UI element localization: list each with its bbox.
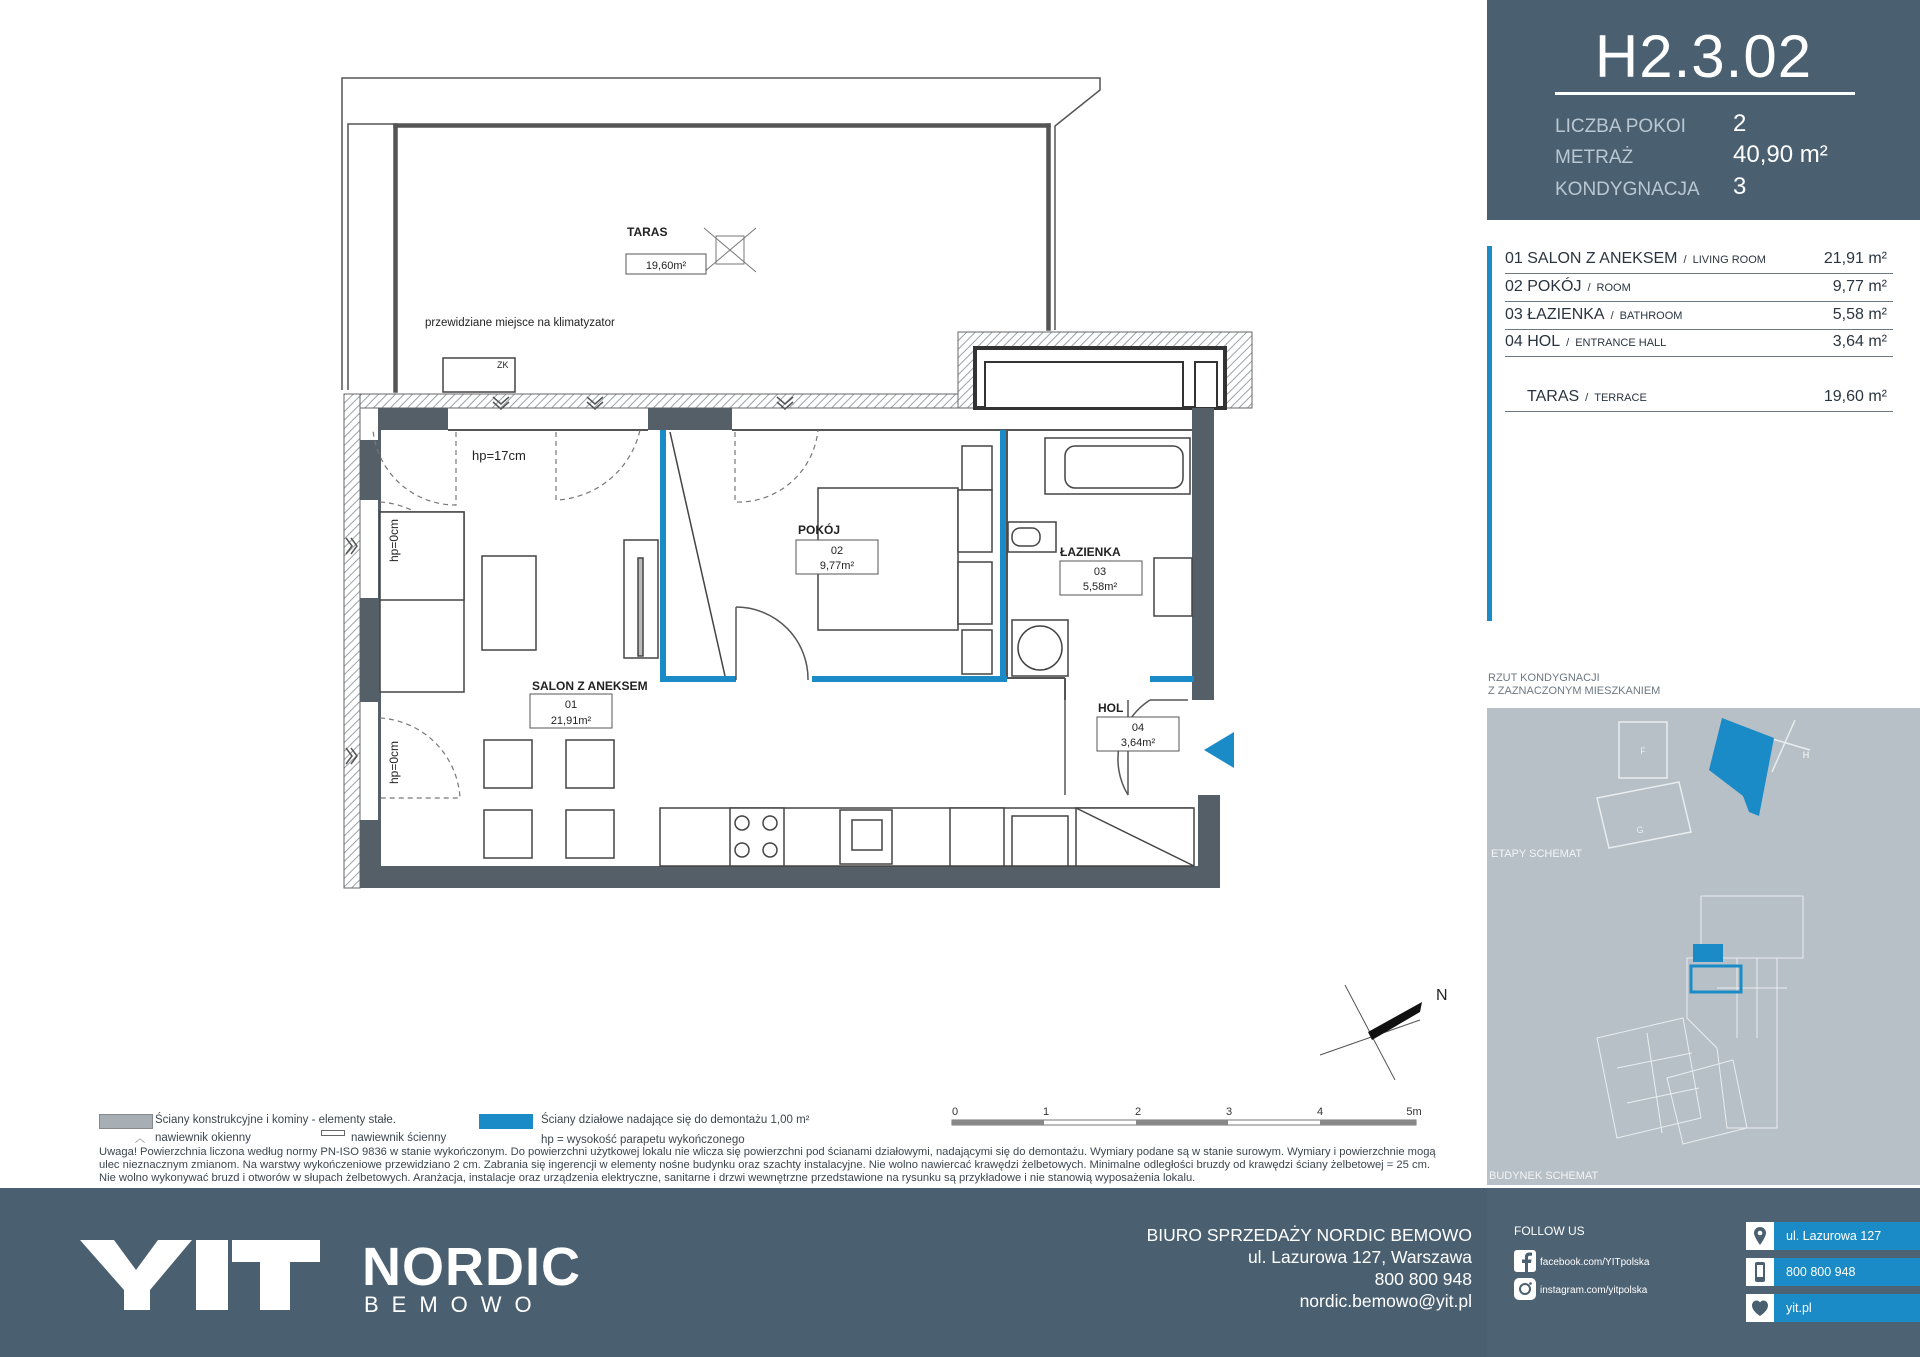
hatched-perimeter-walls	[344, 332, 1252, 888]
bath-area: 5,58m²	[1082, 581, 1118, 593]
bath-num: 03	[1093, 566, 1107, 578]
living-label: SALON Z ANEKSEM	[532, 679, 648, 693]
room-area: 9,77 m²	[1832, 278, 1887, 295]
instagram-handle: instagram.com/yitpolska	[1540, 1285, 1648, 1296]
meta-value: 2	[1733, 110, 1747, 137]
hp-left1-label: hp=0cm	[387, 518, 401, 562]
office-email[interactable]: nordic.bemowo@yit.pl	[1299, 1291, 1472, 1311]
terrace-label: TARAS	[627, 225, 668, 239]
room-area: 21,91 m²	[1823, 250, 1887, 267]
follow-us: FOLLOW US	[1514, 1224, 1585, 1238]
room-row	[1505, 329, 1893, 357]
technical-box	[975, 348, 1225, 408]
building-caption: BUDYNEK SCHEMAT	[1489, 1170, 1599, 1182]
scale-bar	[952, 1106, 1422, 1125]
contact-address-text: ul. Lazurowa 127	[1786, 1229, 1882, 1243]
sales-office	[1147, 1224, 1472, 1312]
facebook-handle: facebook.com/YITpolska	[1540, 1257, 1650, 1268]
scale-tick: 5m	[1406, 1106, 1422, 1118]
stages-caption: ETAPY SCHEMAT	[1491, 848, 1583, 860]
brand-name: NORDIC	[362, 1237, 581, 1297]
room-name: TARAS	[1527, 388, 1580, 405]
window-vent-icon: ︿	[135, 1134, 145, 1145]
floor-scheme-caption: RZUT KONDYGNACJI Z ZAZNACZONYM MIESZKANIEM	[1488, 672, 1661, 697]
yit-logo	[80, 1240, 320, 1310]
room-area: 5,58 m²	[1832, 306, 1887, 323]
sink	[1154, 558, 1192, 616]
building-scheme	[1597, 896, 1803, 1144]
room-sep: /	[1566, 337, 1570, 349]
hall-area: 3,64m²	[1120, 737, 1156, 749]
scale-tick: 0	[951, 1106, 959, 1118]
stage-h	[1709, 718, 1774, 816]
room-name: 04 HOL	[1505, 333, 1561, 350]
location-pin-icon	[1746, 1222, 1774, 1250]
chair	[484, 740, 532, 788]
legend-wall-vent: nawiewnik ścienny	[351, 1132, 447, 1144]
meta-value: 40,90 m²	[1733, 141, 1828, 168]
room-row	[1505, 302, 1893, 330]
north-arrow	[1320, 985, 1448, 1080]
legend-window-vent: nawiewnik okienny	[155, 1132, 251, 1144]
header-rule	[1555, 92, 1855, 95]
demountable-swatch	[479, 1114, 533, 1129]
legal-note: Uwaga! Powierzchnia liczona według normy PN-ISO 9836 w stanie wykończonym. Do powierzchni użytkowej lokalu nie wlicza się powierzchni pod ścianami działowymi, nadającymi się do demontażu. Wymiary podane są w stanie surowym. Wymiary i powierzchnie mogą ulec nieznacznym zmianom. Na warstwy wykończeniowe przewidziano 2 cm. Zabrania się ingerencji w elementy nośne budynku oraz szachty instalacyjne. Nie wolno nawiercać krawędzi żelbetowych. Minimalne odległości bruzdy od krawędzi ściany żelbetowej = 25 cm. Nie wolno wykonywać bruzd i otworów w słupach żelbetowych. Aranżacja, instalacje oraz urządzenia elektryczne, sanitarne i drzwi wewnętrzne przedstawione na rysunku są przykładowe i nie stanowią wyposażenia lokalu.	[99, 1146, 1436, 1184]
stage-label: F	[1640, 746, 1646, 756]
room-sep: /	[1610, 310, 1614, 322]
office-address: ul. Lazurowa 127, Warszawa	[1247, 1247, 1472, 1267]
unit-code: H2.3.02	[1594, 23, 1813, 90]
living-num: 01	[564, 699, 578, 711]
instagram-icon	[1514, 1278, 1536, 1300]
hall-label: HOL	[1098, 701, 1124, 715]
schemes-panel	[1487, 708, 1920, 1185]
furniture	[380, 358, 1194, 866]
legend-demountable: Ściany działowe nadające się do demontażu 1,00 m²	[541, 1114, 810, 1126]
drain-mark	[704, 228, 756, 272]
facebook-icon	[1514, 1250, 1536, 1272]
north-label: N	[1436, 987, 1448, 1004]
site-scheme	[1487, 708, 1920, 1185]
room-area: 9,77m²	[819, 560, 855, 572]
room-en: BATHROOM	[1619, 310, 1683, 322]
meta-label: METRAŻ	[1555, 147, 1634, 168]
scale-tick: 3	[1225, 1106, 1233, 1118]
ac-mark: ZK	[497, 360, 509, 370]
structural-swatch	[99, 1114, 153, 1129]
room-area: 3,64 m²	[1832, 333, 1887, 350]
room-name: 01 SALON Z ANEKSEM	[1505, 250, 1678, 267]
contact-address[interactable]	[1750, 1222, 1920, 1250]
wall-vent-icon	[321, 1130, 345, 1136]
wardrobe	[670, 432, 725, 676]
room-row	[1505, 246, 1893, 274]
unit-header	[1487, 0, 1920, 220]
contact-website-text: yit.pl	[1786, 1301, 1812, 1315]
brand-sub: BEMOWO	[364, 1292, 545, 1317]
stage-label: H	[1802, 750, 1810, 760]
entrance-marker	[1204, 732, 1234, 768]
room-label: POKÓJ	[798, 523, 841, 537]
room-en: ROOM	[1596, 282, 1631, 294]
chair	[484, 810, 532, 858]
room-sep: /	[1587, 282, 1591, 294]
living-area: 21,91m²	[550, 715, 592, 727]
room-row	[1505, 274, 1893, 302]
room-name: 03 ŁAZIENKA	[1505, 306, 1605, 323]
room-sep: /	[1585, 392, 1589, 404]
room-area: 19,60 m²	[1823, 388, 1887, 405]
stage-label: G	[1636, 825, 1644, 835]
ac-note: przewidziane miejsce na klimatyzator	[425, 317, 615, 329]
meta-label: LICZBA POKOI	[1555, 116, 1686, 137]
stage-g	[1597, 782, 1691, 848]
meta-value: 3	[1733, 173, 1747, 200]
room-en: ENTRANCE HALL	[1575, 337, 1667, 349]
coffee-table	[482, 556, 536, 650]
accent-bar	[1487, 246, 1492, 621]
room-num: 02	[830, 545, 844, 557]
contact-phone-text: 800 800 948	[1786, 1265, 1856, 1279]
chair	[566, 810, 614, 858]
room-row	[1505, 384, 1893, 412]
hall-num: 04	[1131, 722, 1145, 734]
bath-label: ŁAZIENKA	[1060, 545, 1121, 559]
contact-website[interactable]	[1750, 1294, 1920, 1322]
scale-tick: 4	[1316, 1106, 1324, 1118]
legend-hp: hp = wysokość parapetu wykończonego	[541, 1134, 745, 1146]
meta-label: KONDYGNACJA	[1555, 179, 1700, 200]
room-name: 02 POKÓJ	[1505, 278, 1582, 295]
footer	[0, 1188, 1920, 1357]
hp-left2-label: hp=0cm	[387, 740, 401, 784]
phone-icon	[1746, 1258, 1774, 1286]
terrace-area: 19,60m²	[645, 260, 687, 272]
heart-icon	[1746, 1294, 1774, 1322]
scale-tick: 2	[1134, 1106, 1142, 1118]
hp-window-label: hp=17cm	[472, 448, 526, 463]
apartment-highlight	[1693, 944, 1723, 962]
legend-structural: Ściany konstrukcyjne i kominy - elementy stałe.	[155, 1114, 396, 1126]
room-en: TERRACE	[1594, 392, 1647, 404]
office-title: BIURO SPRZEDAŻY NORDIC BEMOWO	[1146, 1225, 1472, 1245]
scale-tick: 1	[1042, 1106, 1050, 1118]
room-en: LIVING ROOM	[1692, 254, 1766, 266]
contact-phone[interactable]	[1750, 1258, 1920, 1286]
chair	[566, 740, 614, 788]
room-sep: /	[1683, 254, 1687, 266]
office-phone[interactable]: 800 800 948	[1374, 1269, 1472, 1289]
